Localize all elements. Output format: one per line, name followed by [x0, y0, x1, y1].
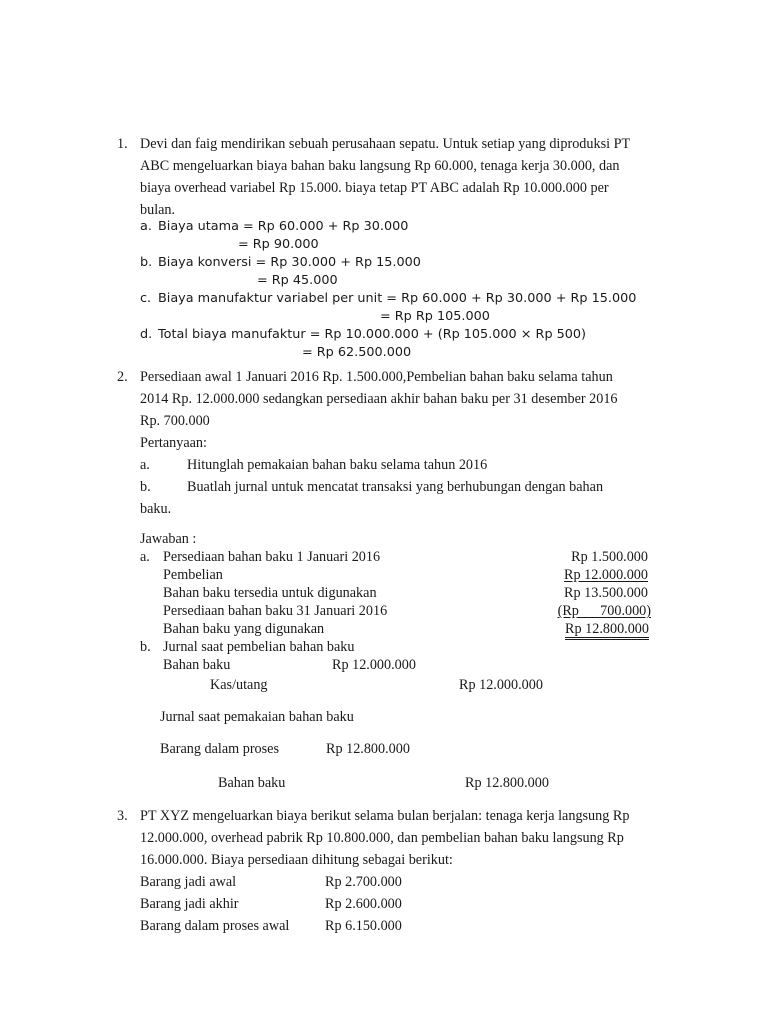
- q1-answer-c: Biaya manufaktur variabel per unit = Rp 60.000 + Rp 30.000 + Rp 15.000: [158, 291, 637, 306]
- q1-text-line: bulan.: [140, 202, 176, 218]
- calc-row-value: Rp 13.500.000: [564, 585, 648, 601]
- q1-answer-c-result: = Rp Rp 105.000: [380, 309, 490, 324]
- inventory-label: Barang dalam proses awal: [140, 918, 290, 934]
- q1-answer-letter: a.: [140, 219, 152, 234]
- inventory-value: Rp 2.600.000: [325, 896, 402, 912]
- q1-answer-d: Total biaya manufaktur = Rp 10.000.000 + (Rp 105.000 × Rp 500): [158, 327, 587, 342]
- calc-row-value-cell: [520, 602, 651, 620]
- inventory-value: Rp 2.700.000: [325, 874, 402, 890]
- calc-row-label: Persediaan bahan baku 1 Januari 2016: [163, 549, 381, 565]
- q2-part-b-title: Jurnal saat pembelian bahan baku: [163, 639, 355, 655]
- q1-answer-d-result: = Rp 62.500.000: [302, 345, 412, 360]
- journal-credit-account: Bahan baku: [218, 775, 286, 791]
- q2-number: 2.: [117, 369, 128, 385]
- journal-debit-amount: Rp 12.000.000: [332, 657, 416, 673]
- q1-answer-a-result: = Rp 90.000: [238, 237, 319, 252]
- q3-text-line: PT XYZ mengeluarkan biaya berikut selama bulan berjalan: tenaga kerja langsung Rp: [140, 808, 630, 824]
- calc-row-label: Bahan baku tersedia untuk digunakan: [163, 585, 377, 601]
- q2-question-a: Hitunglah pemakaian bahan baku selama tahun 2016: [187, 457, 488, 473]
- journal-credit-amount: Rp 12.000.000: [459, 677, 543, 693]
- journal-credit-account: Kas/utang: [210, 677, 268, 693]
- calc-row-total-value: Rp 12.800.000: [565, 621, 649, 640]
- q1-number: 1.: [117, 136, 128, 152]
- q2-question-letter: b.: [140, 479, 151, 495]
- q1-answer-a: Biaya utama = Rp 60.000 + Rp 30.000: [158, 219, 409, 234]
- q1-answer-letter: d.: [140, 327, 153, 342]
- q3-text-line: 12.000.000, overhead pabrik Rp 10.800.000, dan pembelian bahan baku langsung Rp: [140, 830, 624, 846]
- calc-row-label: Pembelian: [163, 567, 223, 583]
- q1-text-line: ABC mengeluarkan biaya bahan baku langsung Rp 60.000, tenaga kerja 30.000, dan: [140, 158, 620, 174]
- q1-answer-b-result: = Rp 45.000: [257, 273, 338, 288]
- inventory-value: Rp 6.150.000: [325, 918, 402, 934]
- q1-text-line: biaya overhead variabel Rp 15.000. biaya tetap PT ABC adalah Rp 10.000.000 per: [140, 180, 609, 196]
- q2-answer-label: Jawaban :: [140, 531, 197, 547]
- journal-debit-account: Barang dalam proses: [160, 741, 279, 757]
- calc-row-label: Bahan baku yang digunakan: [163, 621, 325, 637]
- q1-text-line: Devi dan faig mendirikan sebuah perusahaan sepatu. Untuk setiap yang diproduksi PT: [140, 136, 631, 152]
- q2-question-b: Buatlah jurnal untuk mencatat transaksi yang berhubungan dengan bahan: [187, 479, 604, 495]
- q2-question-letter: a.: [140, 457, 150, 473]
- q3-text-line: 16.000.000. Biaya persediaan dihitung sebagai berikut:: [140, 852, 453, 868]
- journal-debit-account: Bahan baku: [163, 657, 231, 673]
- journal2-title: Jurnal saat pemakaian bahan baku: [160, 709, 354, 725]
- calc-row-value: Rp 1.500.000: [571, 549, 648, 565]
- inventory-label: Barang jadi awal: [140, 874, 237, 890]
- calc-row-label: Persediaan bahan baku 31 Januari 2016: [163, 603, 388, 619]
- q3-number: 3.: [117, 808, 128, 824]
- journal-debit-amount: Rp 12.800.000: [326, 741, 410, 757]
- q2-question-b-cont: baku.: [140, 501, 172, 517]
- q1-answer-letter: b.: [140, 255, 153, 270]
- q2-part-a-letter: a.: [140, 549, 150, 565]
- calc-row-value: (Rp 700.000): [557, 603, 651, 619]
- q2-question-label: Pertanyaan:: [140, 435, 207, 451]
- calc-row-value-cell: [520, 566, 648, 584]
- q1-answer-letter: c.: [140, 291, 152, 306]
- q2-text-line: Persediaan awal 1 Januari 2016 Rp. 1.500.000,Pembelian bahan baku selama tahun: [140, 369, 613, 385]
- q2-text-line: Rp. 700.000: [140, 413, 210, 429]
- q2-text-line: 2014 Rp. 12.000.000 sedangkan persediaan akhir bahan baku per 31 desember 2016: [140, 391, 618, 407]
- calc-row-value: Rp 12.000.000: [564, 567, 648, 583]
- q2-part-b-letter: b.: [140, 639, 151, 655]
- inventory-label: Barang jadi akhir: [140, 896, 239, 912]
- calc-row-value-cell: [520, 620, 649, 638]
- journal-credit-amount: Rp 12.800.000: [465, 775, 549, 791]
- q1-answer-b: Biaya konversi = Rp 30.000 + Rp 15.000: [158, 255, 421, 270]
